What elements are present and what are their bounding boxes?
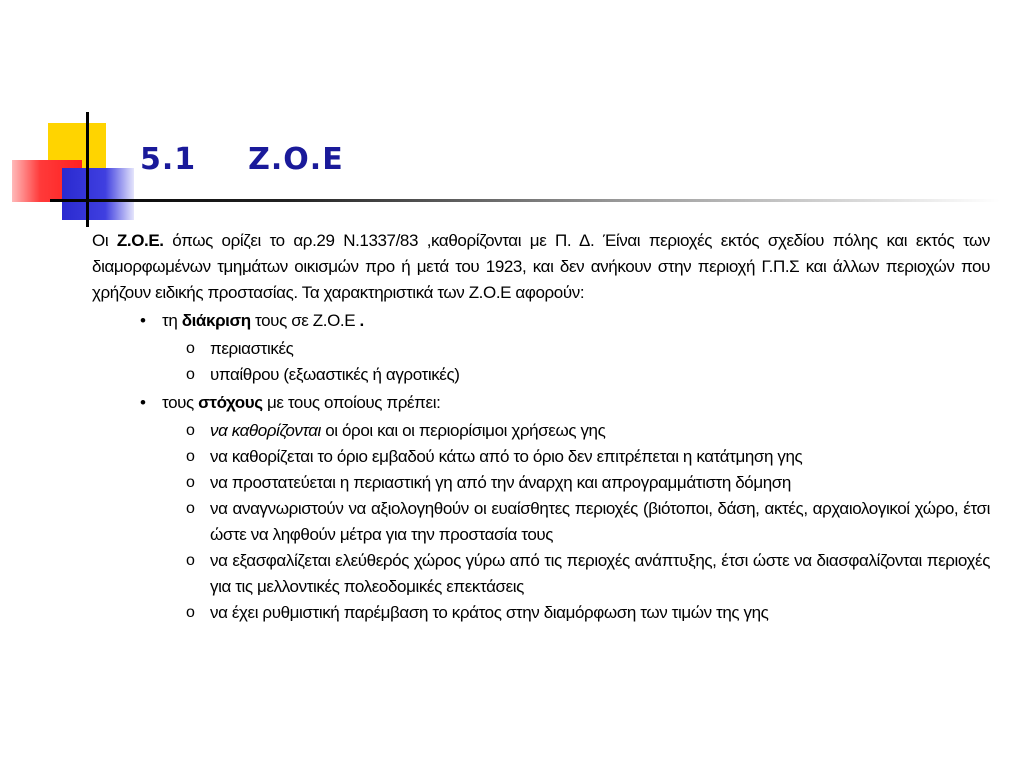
slide-body: [92, 228, 990, 626]
bullet-item: [92, 308, 990, 334]
bullet-icon: •: [140, 311, 146, 330]
sub-bullet-item: [92, 418, 990, 444]
sub-bullet-text: να έχει ρυθμιστική παρέμβαση το κράτος στην διαμόρφωση των τιμών της γης: [210, 603, 769, 622]
circle-bullet-icon: o: [186, 552, 195, 569]
intro-post: όπως ορίζει το αρ.29 Ν.1337/83 ,καθορίζονται με Π. Δ. Έίναι περιοχές εκτός σχεδίου πόλης και εκτός των διαμορφωμένων τμημάτων οικισμών προ ή μετά του 1923, και δεν ανήκουν στην περιοχή Γ.Π.Σ και άλλων περιοχών που χρήζουν ειδικής προστασίας. Τα χαρακτηριστικά των Ζ.Ο.Ε αφορούν:: [92, 231, 990, 302]
sub-bullet-text: να προστατεύεται η περιαστική γη από την άναρχη και απρογραμμάτιστη δόμηση: [210, 473, 791, 492]
sub-bullet-text: οι όροι και οι περιορίσιμοι χρήσεως γης: [320, 421, 606, 440]
circle-bullet-icon: o: [186, 422, 195, 439]
bullet-item: [92, 390, 990, 416]
title-number: 5.1: [140, 142, 197, 177]
sub-bullet-item: [92, 470, 990, 496]
sub-bullet-item: [92, 496, 990, 548]
circle-bullet-icon: o: [186, 604, 195, 621]
sub-bullet-item: [92, 336, 990, 362]
bullet-bold: .: [359, 311, 364, 330]
bullet-text: τους σε Ζ.Ο.Ε: [250, 311, 360, 330]
slide-title: [140, 142, 344, 177]
circle-bullet-icon: o: [186, 500, 195, 517]
sub-bullet-item: [92, 548, 990, 600]
title-text: Ζ.Ο.Ε: [248, 142, 344, 177]
vertical-rule: [86, 112, 89, 227]
sub-bullet-item: [92, 600, 990, 626]
sub-bullet-text: να εξασφαλίζεται ελεύθερός χώρος γύρω από τις περιοχές ανάπτυξης, έτσι ώστε να διασφαλίζονται περιοχές για τις μελλοντικές πολεοδομικές επεκτάσεις: [210, 551, 990, 596]
circle-bullet-icon: o: [186, 448, 195, 465]
sub-bullet-item: [92, 444, 990, 470]
sub-bullet-text: να αναγνωριστούν να αξιολογηθούν οι ευαίσθητες περιοχές (βιότοποι, δάση, ακτές, αρχαιολογικοί χώρο, έτσι ώστε να ληφθούν μέτρα για την προστασία τους: [210, 499, 990, 544]
circle-bullet-icon: o: [186, 340, 195, 357]
blue-square-decoration: [62, 168, 134, 220]
intro-bold: Ζ.Ο.Ε.: [116, 231, 164, 250]
sub-bullet-item: [92, 362, 990, 388]
bullet-bold: διάκριση: [181, 311, 251, 330]
sub-bullet-text: περιαστικές: [210, 339, 294, 358]
bullet-text: τους: [162, 393, 199, 412]
bullet-text: με τους οποίους πρέπει:: [262, 393, 441, 412]
circle-bullet-icon: o: [186, 366, 195, 383]
sub-bullet-italic: να καθορίζονται: [210, 421, 321, 440]
sub-bullet-text: να καθορίζεται το όριο εμβαδού κάτω από το όριο δεν επιτρέπεται η κατάτμηση γης: [210, 447, 803, 466]
intro-pre: Οι: [92, 231, 117, 250]
sub-bullet-text: υπαίθρου (εξωαστικές ή αγροτικές): [210, 365, 460, 384]
circle-bullet-icon: o: [186, 474, 195, 491]
bullet-text: τη: [162, 311, 182, 330]
corner-decoration: [0, 0, 140, 240]
intro-paragraph: [92, 228, 990, 306]
title-underline: [50, 199, 1000, 202]
bullet-icon: •: [140, 393, 146, 412]
bullet-bold: στόχους: [198, 393, 263, 412]
